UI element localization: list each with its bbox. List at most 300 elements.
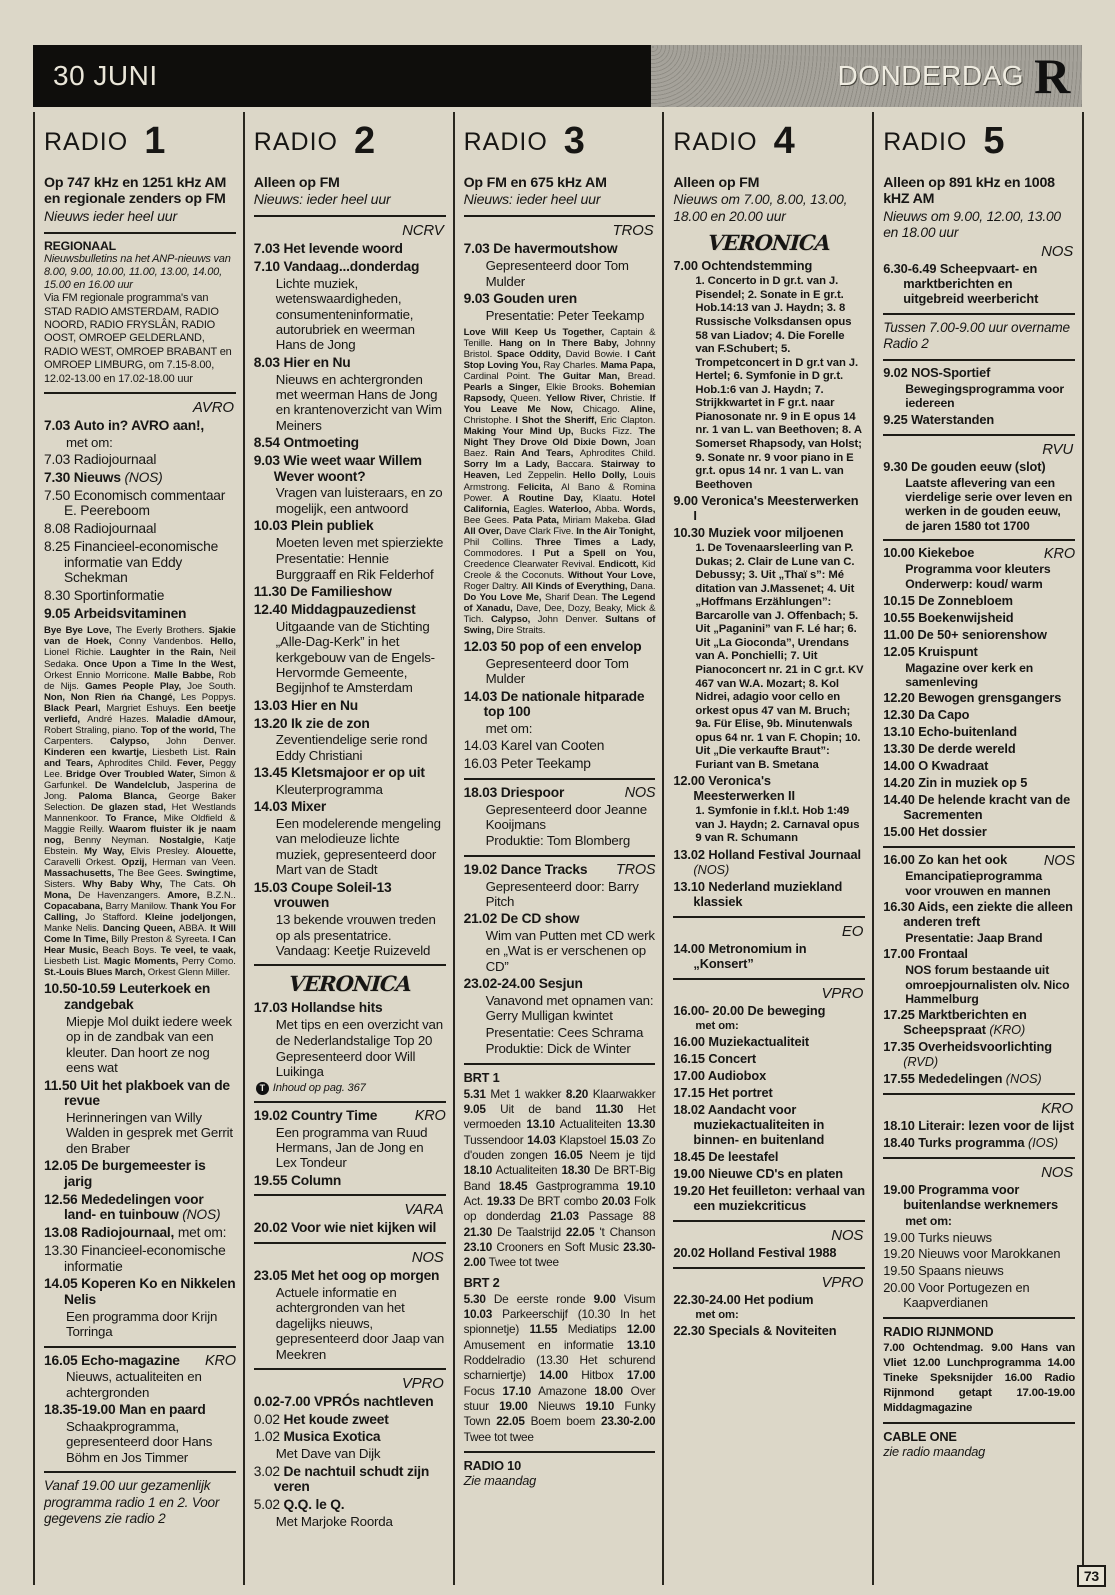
program-time: 16.00- 20.00	[673, 1002, 745, 1018]
program-description: Kleuterprogramma	[275, 781, 383, 797]
program-time: 13.30	[883, 741, 915, 757]
song-artist: Perry Como .	[182, 956, 236, 967]
program-title: Financieel-economische informatie van Eddy Schekman	[64, 538, 219, 586]
program-time: 19.55	[253, 1172, 288, 1188]
station-name: RADIO	[673, 128, 758, 156]
section-divider	[883, 313, 1075, 315]
program-time: 19.20	[883, 1246, 915, 1262]
listing-time: 11.55	[529, 1322, 558, 1337]
program-broadcaster-suffix: (NOS)	[182, 1207, 221, 1223]
listing-program: Parkeerschijf (10.30 In het spionnetje)	[463, 1307, 656, 1337]
song-artist: Neil Sedaka .	[44, 647, 236, 669]
program-time: 11.00	[883, 626, 915, 642]
listing-time: 23.10	[463, 1240, 493, 1255]
song-title: Once Upon a Time In the West ,	[84, 659, 236, 670]
station-title	[254, 120, 446, 163]
broadcaster-inline: KRO	[1043, 546, 1075, 563]
program-entry	[254, 698, 446, 714]
song-artist: Phil Collins .	[464, 537, 536, 548]
song-artist: Orkest Glenn Miller .	[148, 967, 230, 978]
station-note-heading: RADIO 10	[463, 1457, 522, 1473]
section-divider	[44, 1346, 236, 1348]
song-artist: Herman van Veen .	[152, 857, 236, 868]
program-description: Presentatie: Cees Schrama	[485, 1024, 644, 1040]
program-entry	[883, 742, 1075, 757]
listing-time: 13.10	[626, 1337, 656, 1352]
broadcaster-label: NOS	[1041, 242, 1073, 260]
listing-program: 't Chanson	[599, 1224, 656, 1239]
program-time: 12.03	[463, 638, 498, 654]
program-title: Voor wie niet kijken wil	[290, 1220, 437, 1236]
program-time: 19.50	[883, 1263, 915, 1279]
song-artist: John Denver .	[166, 736, 236, 747]
program-title: Voor Portugezen en Kaapverdianen	[903, 1280, 1030, 1311]
program-time: 19.20	[673, 1182, 705, 1198]
song-artist: Joan Baez .	[464, 437, 656, 459]
program-title: De leestafel	[708, 1149, 779, 1165]
station-name: RADIO	[883, 128, 968, 156]
program-entry	[883, 825, 1075, 840]
program-title: Concert	[708, 1051, 757, 1067]
program-title: NOS-Sportief	[911, 364, 991, 380]
program-title: Veronica's Meesterwerken I	[693, 493, 859, 524]
program-time: 16.05	[44, 1352, 78, 1368]
listing-program: Zo d'ouden zongen	[463, 1132, 656, 1163]
program-title: Mixer	[290, 799, 327, 815]
song-artist: Peggy Lee .	[44, 758, 236, 780]
program-time: 12.20	[883, 690, 915, 706]
song-title: To France ,	[105, 813, 163, 824]
program-description: Lichte muziek, wetenswaardigheden, consumenteninformatie, autorubriek en weerman Hans de Jong	[275, 275, 415, 353]
section-divider	[673, 1220, 865, 1222]
program-title: Holland Festival 1988	[708, 1244, 837, 1260]
program-entry	[883, 366, 1075, 411]
song-title: Words ,	[624, 504, 656, 515]
news-schedule: Nieuws om 7.00, 8.00, 13.00, 18.00 en 20.00 uur	[673, 192, 848, 224]
program-description: 1. Symfonie in f.kl.t. Hob 1:49 van J. Haydn; 2. Carnaval opus 9 van R. Schumann	[695, 805, 860, 845]
program-time: 5.02	[253, 1497, 280, 1513]
broadcaster-label: VPRO	[821, 984, 864, 1002]
station-number: 1	[144, 120, 166, 162]
program-entry	[673, 1103, 865, 1148]
song-title: The Night They Drove Old Dixie Down ,	[464, 426, 656, 448]
program-title: Radiojournaal	[73, 452, 157, 468]
station-note	[883, 1429, 1075, 1460]
listing-program: Met 1 wakker	[490, 1086, 562, 1101]
program-title: Specials & Noviteiten	[708, 1323, 837, 1339]
listing-time: 11.30	[595, 1102, 624, 1117]
program-title: De nationale hitparade top 100	[483, 688, 645, 720]
song-title: Black Pearl ,	[44, 703, 106, 714]
program-entry	[673, 259, 865, 492]
playlist	[464, 327, 656, 636]
program-time: 10.30	[673, 525, 705, 541]
song-artist: Robert Straling, piano .	[44, 725, 141, 736]
listing-body	[464, 1292, 656, 1445]
listing-program: De Taalstrijd	[497, 1224, 562, 1239]
song-title: I Can Hear Music ,	[44, 934, 236, 956]
song-title: Magic Moments ,	[104, 956, 182, 967]
program-entry	[464, 862, 656, 910]
listing-time: 16.05	[554, 1148, 583, 1163]
program-entry	[883, 1136, 1075, 1151]
program-time: 23.02-24.00	[463, 976, 536, 992]
song-title: Dancing Queen ,	[103, 923, 179, 934]
program-description: Met tips en een overzicht van de Nederlandstalige Top 20	[275, 1017, 443, 1048]
listing-program: Twee tot twee	[488, 1255, 559, 1270]
broadcaster-inline: TROS	[615, 861, 656, 878]
song-title: Fever ,	[177, 758, 209, 769]
program-entry	[883, 793, 1075, 823]
section-divider	[464, 855, 656, 857]
program-entry	[254, 259, 446, 353]
program-time: 14.00	[673, 940, 705, 956]
listing-program: Actualiteiten	[495, 1163, 558, 1178]
program-title: Ontmoeting	[283, 435, 359, 451]
section-divider	[254, 1368, 446, 1370]
program-description: met om:	[66, 434, 113, 450]
program-time: 9.25	[883, 411, 908, 427]
song-title: A Routine Day ,	[502, 493, 592, 504]
program-time: 8.54	[253, 435, 280, 451]
program-time: 14.03	[463, 688, 498, 704]
program-time: 13.30	[44, 1242, 78, 1258]
program-time: 17.03	[253, 1000, 288, 1016]
regional-info	[44, 239, 236, 386]
song-artist: The Bee Gees .	[118, 868, 187, 879]
program-time: 7.30	[44, 469, 71, 485]
program-time: 10.03	[253, 518, 288, 534]
program-time: 18.35-19.00	[44, 1402, 116, 1418]
listing-time: 5.31	[463, 1086, 486, 1101]
program-entry	[44, 452, 236, 468]
program-title: De 50+ seniorenshow	[917, 626, 1047, 642]
listing-program: Amusement en informatie	[463, 1337, 614, 1352]
program-entry	[44, 1276, 236, 1339]
song-title: Calypso ,	[491, 614, 538, 625]
song-artist: Beach Boys .	[102, 945, 160, 956]
song-artist: Queen .	[510, 393, 546, 404]
program-entry	[883, 725, 1075, 740]
broadcaster-label: VPRO	[401, 1375, 444, 1393]
program-time: 0.02	[253, 1411, 280, 1427]
listing-time: 21.30	[463, 1224, 493, 1239]
song-artist: Jasperina de Jong .	[44, 780, 236, 802]
program-description: Gepresenteerd door Tom Mulder	[485, 258, 629, 289]
song-title: Hang on In There Baby ,	[499, 338, 625, 349]
listing-time: 17.10	[502, 1383, 532, 1398]
listing-program: Tineke Speksnijder	[883, 1372, 993, 1385]
program-time: 8.30	[44, 587, 71, 603]
time-listing	[464, 1070, 656, 1271]
program-title: Vandaag...donderdag	[283, 259, 420, 275]
program-title: Middagpauzedienst	[290, 602, 416, 618]
listing-time: 21.03	[550, 1209, 579, 1224]
program-tail: met om:	[177, 1225, 227, 1241]
program-entry	[673, 1035, 865, 1050]
program-title: De helende kracht van de Sacrementen	[903, 792, 1071, 823]
song-title: Hotel California ,	[464, 493, 656, 515]
program-entry	[44, 1353, 236, 1401]
song-artist: Louis Armstrong .	[464, 470, 656, 492]
program-entry	[464, 785, 656, 849]
listing-program: Klapstoel	[559, 1132, 607, 1147]
program-entry	[254, 716, 446, 764]
program-time: 12.30	[883, 707, 915, 723]
program-time: 13.20	[253, 715, 288, 731]
program-entry	[44, 1158, 236, 1189]
program-time: 16.03	[463, 756, 498, 772]
frequency-info	[673, 175, 865, 225]
frequency-line: Alleen op 891 kHz en 1008 kHZ AM	[883, 175, 1055, 208]
program-time: 19.02	[253, 1107, 288, 1123]
news-schedule: Nieuws om 9.00, 12.00, 13.00 en 18.00 uur	[883, 208, 1061, 241]
program-entry	[464, 738, 656, 754]
program-description: 1. Concerto in D gr.t. van J. Pisendel; 2. Sonate in E gr.t. Hob.14:13 van J. Haydn; 3. 8 Russische Volksdansen opus 58 van Liadov; 4. Die Forelle van F.Schubert; 5. Trompetconcert in D gr.t van J. Hertel; 6. Symfonie in D gr.t. Hob.1:6 van J. Haydn; 7. Strijkkwartet in F gr.t. naar Pianosonate nr. 9 in E opus 14 nr. 1 van L. van Beethoven; 8. A Somerset Rhapsody, van Holst; 9. Sonate nr. 9 voor piano in E gr.t. opus 14 nr. 1 van L. van Beethoven	[695, 275, 862, 491]
program-entry	[44, 1078, 236, 1157]
channel-logo-r: R	[1034, 47, 1070, 104]
program-description: Actuele informatie en achtergronden van het dagelijks nieuws, gepresenteerd door Jaap van Meekren	[275, 1284, 445, 1362]
page-header	[33, 45, 1082, 107]
song-artist: Caravelli Orkest .	[44, 857, 121, 868]
program-entry	[254, 435, 446, 451]
program-description: Onderwerp: koud/ warm	[905, 577, 1043, 592]
program-time: 17.25	[883, 1007, 915, 1023]
listing-program: Neem je tijd	[588, 1148, 656, 1163]
program-description: Uitgaande van de Stichting „Alle-Dag-Kerk” in het kerkgebouw van de Engels-Hervormde Gemeente, Begijnhof te Amsterdam	[275, 618, 435, 696]
broadcaster-label: RVU	[1042, 440, 1073, 458]
program-title: Leuterkoek en zandgebak	[64, 981, 211, 1013]
day-bar	[651, 45, 1082, 107]
program-title: Zo kan het ook	[918, 852, 1008, 868]
program-title: Holland Festival Journaal	[708, 846, 861, 862]
song-title: Space Oddity ,	[497, 349, 566, 360]
song-artist: Al Bano & Romina Power .	[464, 482, 656, 504]
station-title	[883, 120, 1075, 163]
song-title: St.-Louis Blues March ,	[44, 967, 148, 978]
section-divider	[254, 964, 446, 966]
program-entry	[254, 1412, 446, 1428]
song-artist: Aphrodites Child .	[580, 448, 656, 459]
program-description: Gepresenteerd door Tom Mulder	[485, 655, 629, 687]
program-title: Marktberichten en Scheepspraat	[903, 1007, 1027, 1038]
program-title: Arbeidsvitaminen	[73, 605, 187, 621]
program-time: 12.05	[44, 1158, 78, 1174]
program-time: 18.02	[673, 1102, 705, 1118]
program-entry	[464, 689, 656, 737]
program-description: Produktie: Dick de Winter	[485, 1041, 631, 1057]
program-description: Herinneringen van Willy Walden in gesprek met Gerrit den Braber	[66, 1109, 233, 1156]
program-description: NOS forum bestaande uit omroepjournalisten olv. Nico Hammelburg	[905, 963, 1070, 1007]
listing-program: Tussendoor	[463, 1132, 524, 1147]
section-divider	[883, 1422, 1075, 1424]
listing-heading: RADIO RIJNMOND	[883, 1324, 994, 1340]
song-artist: Dave, Dee, Dozy, Beaky, Mick & Tich .	[464, 603, 656, 625]
program-time: 13.10	[673, 878, 705, 894]
listing-program: De eerste ronde	[493, 1291, 586, 1306]
program-entry	[44, 606, 236, 622]
program-title: Turks nieuws	[918, 1229, 992, 1245]
program-entry	[883, 1281, 1075, 1311]
program-title: Kiekeboe	[918, 545, 975, 561]
song-title: Making Your Mind Up ,	[464, 426, 580, 437]
program-title: Scheepvaart- en marktberichten en uitgebreid weerbericht	[903, 260, 1039, 306]
song-title: Stairway to Heaven ,	[464, 459, 656, 481]
listing-program: Act.	[463, 1194, 484, 1209]
song-artist: Abba .	[595, 504, 624, 515]
program-entry	[883, 900, 1075, 945]
program-title: Wie weet waar Willem Wever woont?	[273, 453, 422, 484]
program-entry	[883, 262, 1075, 307]
section-divider	[254, 215, 446, 217]
program-description: 13 bekende vrouwen treden op als presentatrice. Vandaag: Keetje Ruizeveld	[275, 912, 436, 958]
listing-time: 18.00	[594, 1383, 623, 1398]
song-artist: Ray Charles .	[543, 360, 600, 371]
program-entry	[883, 759, 1075, 774]
program-time: 17.15	[673, 1085, 705, 1101]
program-broadcaster-suffix: (NOS)	[693, 861, 730, 877]
program-description: Presentatie: Hennie Burggraaff en Rik Felderhof	[275, 551, 434, 582]
listing-program: Passage 88	[588, 1209, 656, 1224]
program-time: 18.40	[883, 1135, 915, 1151]
program-description: Een programma van Ruud Hermans, Jan de Jong en Lex Tondeur	[275, 1124, 428, 1171]
broadcaster-inline: NOS	[1043, 853, 1075, 870]
program-entry	[44, 470, 236, 486]
listing-program: Radio Rijnmond getapt	[883, 1372, 1076, 1399]
program-description: Presentatie: Jaap Brand	[905, 930, 1043, 945]
program-title: Metronomium in „Konsert”	[693, 940, 807, 971]
listing-program: Funky Town	[463, 1398, 656, 1429]
program-description: Gepresenteerd door: Barry Pitch	[485, 878, 639, 909]
program-description: Zeventiendelige serie rond Eddy Christiani	[275, 732, 428, 763]
listing-time: 14.00	[1047, 1357, 1076, 1370]
radio-column-3	[455, 112, 665, 1585]
song-title: Laughter in the Rain ,	[110, 647, 220, 658]
program-description: met om:	[905, 1214, 952, 1229]
song-artist: Christie .	[611, 393, 650, 404]
program-title: Audiobox	[707, 1068, 767, 1084]
listing-time: 10.03	[463, 1307, 493, 1321]
listing-time: 13.10	[526, 1117, 555, 1132]
program-title: Mededelingen voor land- en tuinbouw	[64, 1191, 204, 1223]
program-entry	[673, 494, 865, 524]
program-time: 7.10	[253, 259, 280, 275]
program-entry	[464, 756, 656, 772]
program-title: Spaans nieuws	[918, 1263, 1004, 1279]
program-entry	[254, 880, 446, 959]
song-artist: Orkest Ennio Morricone .	[44, 670, 154, 681]
program-description: Programma voor kleuters	[905, 562, 1051, 577]
program-time: 19.00	[673, 1166, 705, 1181]
program-time: 18.45	[673, 1149, 705, 1165]
listing-time: 9.00	[991, 1342, 1013, 1355]
program-title: De gouden eeuw (slot)	[911, 458, 1046, 474]
program-description: Nieuws, actualiteiten en achtergronden	[66, 1369, 202, 1400]
program-entry	[883, 1072, 1075, 1087]
program-entry	[883, 413, 1075, 428]
program-entry	[44, 488, 236, 519]
program-description: Een programma door Krijn Torringa	[66, 1308, 218, 1340]
song-title: Bridge Over Troubled Water ,	[66, 769, 199, 780]
listing-time: 19.10	[585, 1398, 615, 1413]
listing-time: 14.03	[527, 1132, 556, 1147]
song-title: Waterloo ,	[549, 504, 595, 515]
broadcaster-label: NCRV	[402, 222, 444, 240]
program-time: 10.50-10.59	[44, 981, 116, 997]
listing-time: 15.03	[609, 1132, 639, 1147]
program-title: Bewogen grensgangers	[918, 690, 1062, 706]
song-artist: Jo Stafford .	[85, 912, 145, 923]
song-artist: Christophe .	[464, 415, 516, 426]
broadcaster-label: KRO	[1041, 1100, 1073, 1118]
listing-program: Twee tot twee	[463, 1429, 534, 1444]
program-entry	[673, 526, 865, 772]
program-time: 7.50	[44, 487, 71, 503]
program-title: Het levende woord	[283, 241, 403, 257]
listing-columns	[33, 112, 1084, 1585]
program-title: Kletsmajoor er op uit	[290, 765, 425, 781]
program-title: Aids, een ziekte die alleen anderen treft	[903, 898, 1073, 929]
program-time: 14.00	[883, 758, 915, 774]
program-entry	[673, 880, 865, 910]
program-entry	[673, 1167, 865, 1182]
program-time: 7.03	[253, 241, 280, 257]
regional-text: Via FM regionale programma's van STAD RADIO AMSTERDAM, RADIO NOORD, RADIO FRYSLÂN, RADIO OOST, OMROEP GELDERLAND, RADIO WEST, OMROEP BRABANT en OMROEP LIMBURG, om 7.15-8.00, 12.02-13.00 en 17.02-18.00 uur	[44, 292, 232, 385]
station-number: 5	[983, 120, 1005, 162]
program-title: Kruispunt	[918, 643, 978, 659]
song-artist: Commodores .	[464, 548, 533, 559]
program-title: Turks programma	[918, 1135, 1025, 1151]
program-title: Het dossier	[918, 824, 987, 840]
song-title: Hello Dolly ,	[573, 470, 633, 481]
radio-column-1	[35, 112, 245, 1585]
song-artist: Baccara .	[557, 459, 601, 470]
song-title: Maladie dAmour ,	[156, 714, 236, 725]
program-title: Ik zie de zon	[290, 715, 370, 731]
program-title: Frontaal	[918, 946, 968, 962]
song-title: The Legend of Xanadu ,	[464, 592, 656, 614]
song-artist: Bee Gees .	[464, 515, 513, 526]
radio-column-2	[245, 112, 455, 1585]
section-divider	[254, 1194, 446, 1196]
program-entry	[44, 1402, 236, 1465]
song-artist: The Cats .	[170, 879, 223, 890]
song-artist: Sharif Dean .	[545, 592, 602, 603]
song-artist: Het Westlands Mannenkoor .	[44, 802, 236, 824]
program-entry	[464, 639, 656, 687]
song-title: Thank You For Calling ,	[44, 901, 236, 923]
listing-time: 19.10	[626, 1178, 656, 1193]
program-entry	[44, 1192, 236, 1223]
program-title: De havermoutshow	[493, 241, 618, 257]
section-divider	[883, 539, 1075, 541]
program-title: De beweging	[747, 1002, 826, 1018]
program-entry	[254, 355, 446, 433]
station-title	[44, 120, 236, 163]
program-time: 7.00	[673, 258, 698, 274]
program-title: Literair: lezen voor de lijst	[918, 1118, 1074, 1134]
program-entry	[254, 1268, 446, 1362]
listing-program: Folk op donderdag	[463, 1194, 656, 1224]
program-time: 19.00	[883, 1229, 915, 1245]
song-title: Glad All Over ,	[464, 515, 656, 537]
program-time: 8.08	[44, 521, 71, 537]
listing-time: 17.00-19.00	[1016, 1386, 1075, 1399]
program-time: 13.10	[883, 724, 915, 740]
program-entry	[44, 418, 236, 450]
regional-heading: REGIONAAL	[44, 238, 116, 253]
song-artist: Cardinal Point .	[464, 371, 539, 382]
